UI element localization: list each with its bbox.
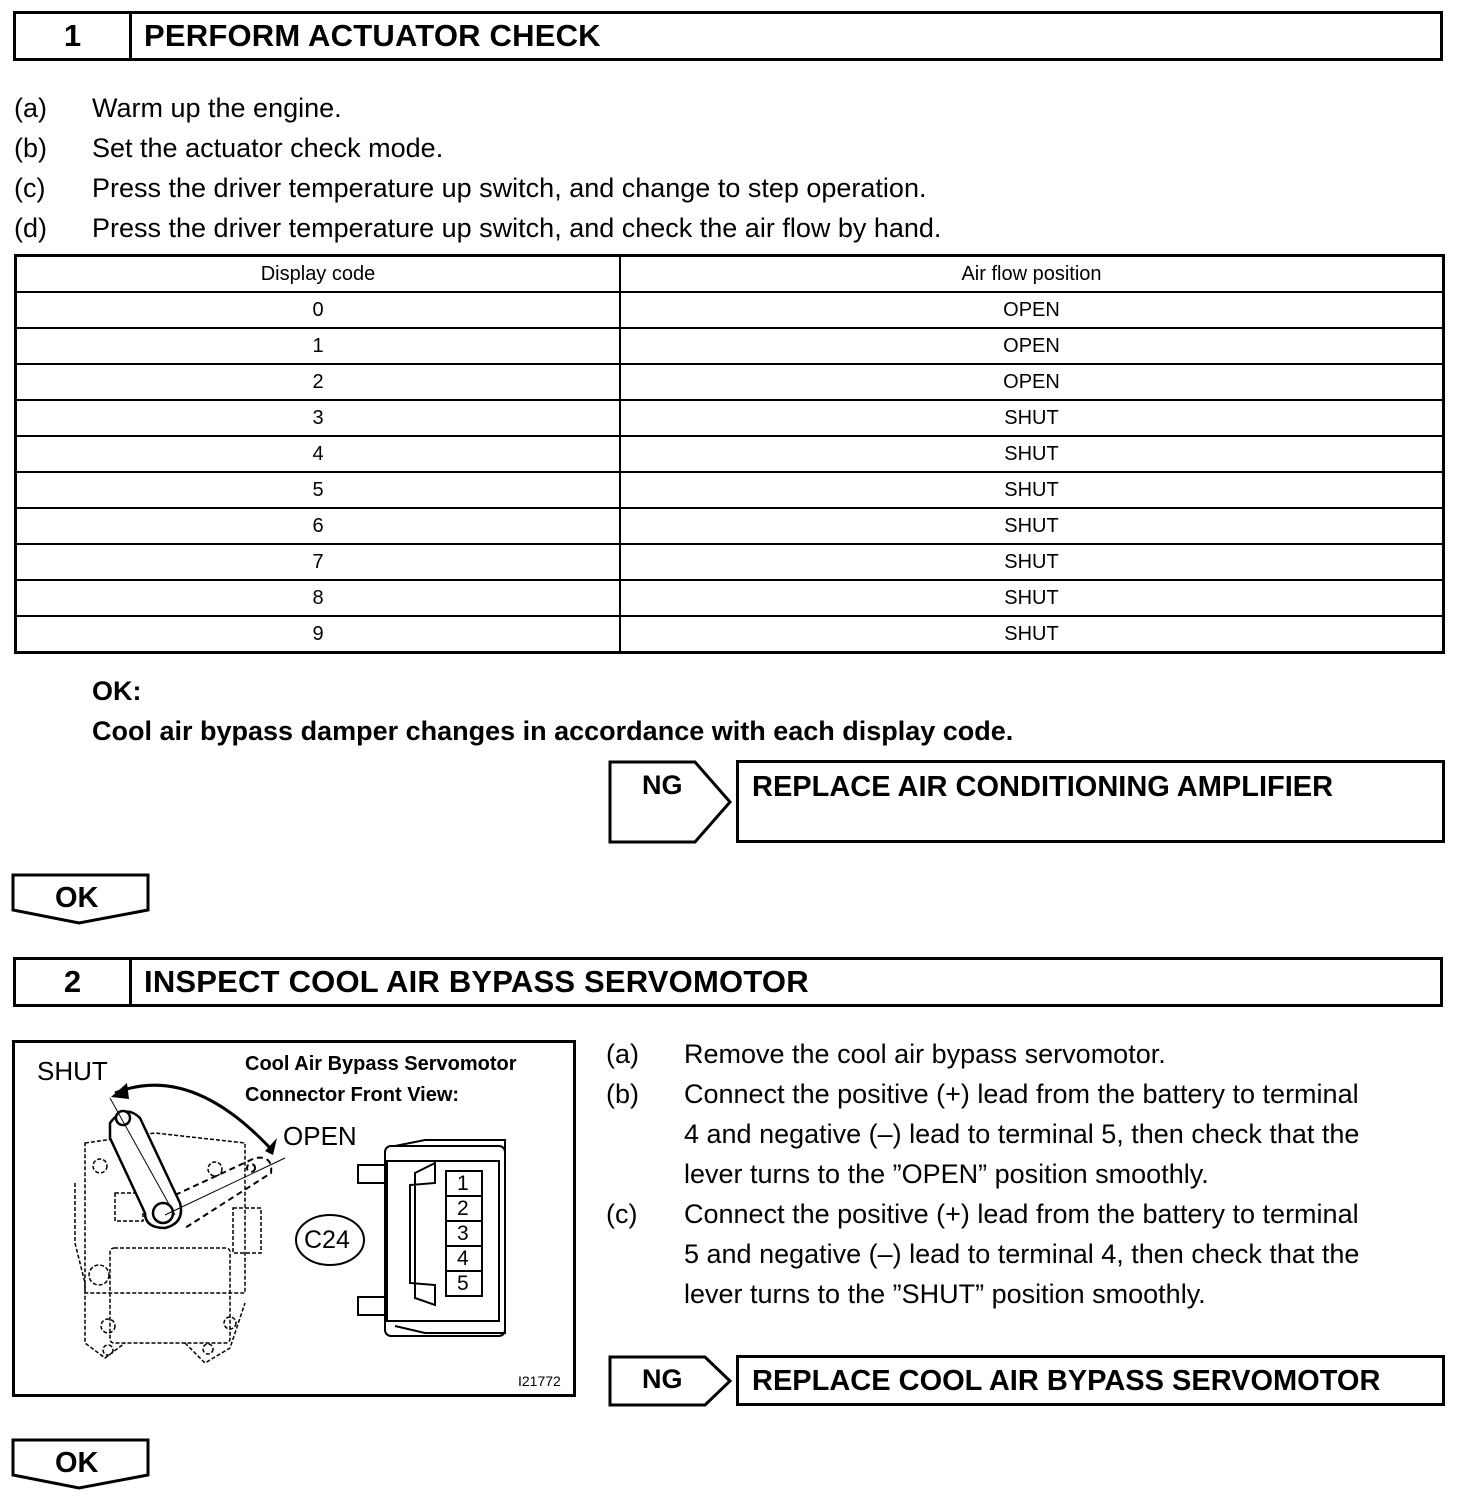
instruction-text: Connect the positive (+) lead from the battery to terminal — [684, 1079, 1359, 1109]
instruction-label: (c) — [606, 1199, 638, 1229]
instruction-label: (b) — [606, 1079, 639, 1109]
display-code-cell: 4 — [16, 436, 621, 472]
instruction-label: (a) — [606, 1039, 639, 1069]
air-flow-position-cell: SHUT — [620, 472, 1444, 508]
display-code-cell: 7 — [16, 544, 621, 580]
connector-code: C24 — [304, 1226, 350, 1254]
instruction-label: (a) — [14, 93, 47, 123]
terminal-4: 4 — [457, 1247, 469, 1270]
instruction-label: (d) — [14, 213, 47, 243]
table-row — [16, 328, 1444, 364]
instruction-text: 4 and negative (–) lead to terminal 5, then check that the — [684, 1119, 1360, 1149]
instruction-label: (c) — [14, 173, 46, 203]
air-flow-position-cell: SHUT — [620, 436, 1444, 472]
display-code-cell: 5 — [16, 472, 621, 508]
ng-label: NG — [642, 770, 683, 800]
table-row — [16, 400, 1444, 436]
display-code-cell: 8 — [16, 580, 621, 616]
column-header: Air flow position — [620, 256, 1444, 293]
display-code-cell: 1 — [16, 328, 621, 364]
shut-label: SHUT — [37, 1056, 108, 1086]
display-code-cell: 6 — [16, 508, 621, 544]
table-header-row — [16, 256, 1444, 293]
display-code-cell: 0 — [16, 292, 621, 328]
instruction-text: 5 and negative (–) lead to terminal 4, then check that the — [684, 1239, 1360, 1269]
instruction-text: Connect the positive (+) lead from the battery to terminal — [684, 1199, 1359, 1229]
instruction-text: Warm up the engine. — [92, 93, 342, 123]
step-number: 2 — [16, 960, 132, 1004]
air-flow-position-cell: SHUT — [620, 580, 1444, 616]
ok-criteria: Cool air bypass damper changes in accordance with each display code. — [92, 716, 1014, 746]
table-row — [16, 292, 1444, 328]
instruction-text: Press the driver temperature up switch, and change to step operation. — [92, 173, 927, 203]
table-row — [16, 472, 1444, 508]
ng-label: NG — [642, 1364, 683, 1394]
figure-id: I21772 — [518, 1373, 561, 1389]
display-code-cell: 9 — [16, 616, 621, 653]
step-title: INSPECT COOL AIR BYPASS SERVOMOTOR — [144, 964, 809, 999]
display-code-cell: 3 — [16, 400, 621, 436]
table-row — [16, 544, 1444, 580]
ng-action-box: REPLACE AIR CONDITIONING AMPLIFIER — [736, 760, 1445, 843]
air-flow-position-cell: OPEN — [620, 292, 1444, 328]
table-row — [16, 580, 1444, 616]
display-code-cell: 2 — [16, 364, 621, 400]
display-code-table — [14, 254, 1445, 654]
terminal-3: 3 — [457, 1222, 469, 1245]
instruction-text: lever turns to the ”SHUT” position smoothly. — [684, 1279, 1206, 1309]
ok-arrow-label: OK — [55, 1447, 99, 1479]
instruction-text: Press the driver temperature up switch, and check the air flow by hand. — [92, 213, 942, 243]
step-number: 1 — [16, 14, 132, 58]
air-flow-position-cell: OPEN — [620, 328, 1444, 364]
terminal-1: 1 — [457, 1172, 469, 1195]
air-flow-position-cell: SHUT — [620, 616, 1444, 653]
open-label: OPEN — [283, 1121, 357, 1151]
column-header: Display code — [16, 256, 621, 293]
step-1-header — [13, 11, 1443, 61]
table-row — [16, 436, 1444, 472]
table-row — [16, 364, 1444, 400]
terminal-2: 2 — [457, 1197, 469, 1220]
ng-action-box: REPLACE COOL AIR BYPASS SERVOMOTOR — [736, 1355, 1445, 1406]
table-row — [16, 508, 1444, 544]
ok-heading: OK: — [92, 676, 142, 706]
table-row — [16, 616, 1444, 653]
servomotor-figure — [12, 1040, 576, 1397]
ok-arrow-label: OK — [55, 882, 99, 914]
step-title: PERFORM ACTUATOR CHECK — [144, 18, 601, 53]
step-2-header — [13, 957, 1443, 1007]
terminal-5: 5 — [457, 1272, 469, 1295]
figure-caption-line-1: Cool Air Bypass Servomotor — [245, 1053, 517, 1075]
air-flow-position-cell: SHUT — [620, 544, 1444, 580]
air-flow-position-cell: SHUT — [620, 508, 1444, 544]
instruction-label: (b) — [14, 133, 47, 163]
air-flow-position-cell: SHUT — [620, 400, 1444, 436]
instruction-text: Set the actuator check mode. — [92, 133, 444, 163]
instruction-text: Remove the cool air bypass servomotor. — [684, 1039, 1166, 1069]
air-flow-position-cell: OPEN — [620, 364, 1444, 400]
figure-caption-line-2: Connector Front View: — [245, 1084, 460, 1106]
instruction-text: lever turns to the ”OPEN” position smoothly. — [684, 1159, 1209, 1189]
